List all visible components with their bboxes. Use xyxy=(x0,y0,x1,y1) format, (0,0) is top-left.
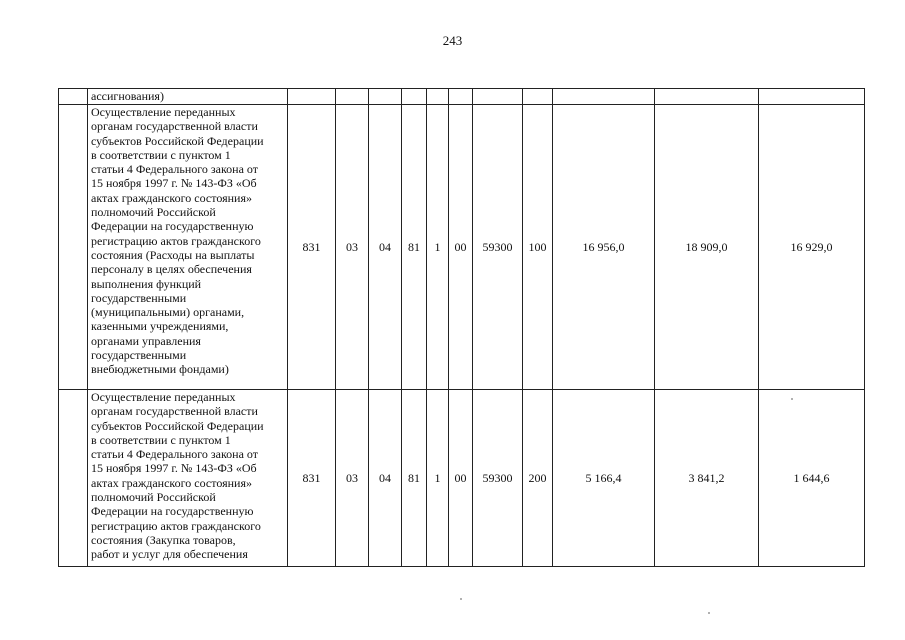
description-cell xyxy=(88,390,288,567)
amount-year-3-cell xyxy=(759,89,865,105)
description-line: работ и услуг для обеспечения xyxy=(91,547,248,562)
description-line: состояния (Расходы на выплаты xyxy=(91,247,255,262)
description-line: органам государственной власти xyxy=(91,119,258,134)
main-activity-cell: 00 xyxy=(449,105,473,390)
expense-type-cell xyxy=(523,89,553,105)
subsection-cell xyxy=(369,89,402,105)
scan-speck xyxy=(708,612,710,614)
row-number-cell xyxy=(59,105,88,390)
description-line: государственными xyxy=(91,348,187,363)
subprogram-cell: 1 xyxy=(427,390,449,567)
program-cell xyxy=(402,89,427,105)
page-number: 243 xyxy=(442,33,463,48)
description-line: Федерации на государственную xyxy=(91,504,254,519)
admin-code-cell: 831 xyxy=(288,105,336,390)
amount-year-3-cell: 1 644,6 xyxy=(759,390,865,567)
scan-speck xyxy=(791,398,793,400)
description-line: (муниципальными) органами, xyxy=(91,305,245,320)
description-line: регистрацию актов гражданского xyxy=(91,233,261,248)
description-line: субъектов Российской Федерации xyxy=(91,133,264,148)
description-line: органами управления xyxy=(91,333,201,348)
description-line: полномочий Российской xyxy=(91,490,216,505)
description-line: актах гражданского состояния» xyxy=(91,475,252,490)
amount-year-2-cell: 3 841,2 xyxy=(655,390,759,567)
amount-year-1-cell: 5 166,4 xyxy=(553,390,655,567)
program-cell: 81 xyxy=(402,105,427,390)
subsection-cell: 04 xyxy=(369,390,402,567)
description-line: Осуществление переданных xyxy=(91,105,236,119)
program-cell: 81 xyxy=(402,390,427,567)
amount-year-2-cell xyxy=(655,89,759,105)
subprogram-cell xyxy=(427,89,449,105)
admin-code-cell xyxy=(288,89,336,105)
section-cell: 03 xyxy=(336,390,369,567)
description-line: органам государственной власти xyxy=(91,404,258,419)
amount-year-3-cell: 16 929,0 xyxy=(759,105,865,390)
direction-cell xyxy=(473,89,523,105)
description-line: актах гражданского состояния» xyxy=(91,190,252,205)
description-line: Федерации на государственную xyxy=(91,219,254,234)
description-line: статьи 4 Федерального закона от xyxy=(91,162,259,177)
description-line: персоналу в целях обеспечения xyxy=(91,262,252,277)
description-line: внебюджетными фондами) xyxy=(91,362,229,377)
table-row xyxy=(59,105,865,390)
amount-year-1-cell: 16 956,0 xyxy=(553,105,655,390)
description-line: 15 ноября 1997 г. № 143-ФЗ «Об xyxy=(91,461,257,476)
budget-table xyxy=(58,88,865,567)
row-number-cell xyxy=(59,390,88,567)
description-line: субъектов Российской Федерации xyxy=(91,418,264,433)
description-line: регистрацию актов гражданского xyxy=(91,518,261,533)
description-cell xyxy=(88,105,288,390)
description-cell xyxy=(88,89,288,105)
table-row xyxy=(59,89,865,105)
description-line: выполнения функций xyxy=(91,276,202,291)
admin-code-cell: 831 xyxy=(288,390,336,567)
description-line: в соответствии с пунктом 1 xyxy=(91,147,231,162)
description-line: ассигнования) xyxy=(91,89,164,103)
description-line: в соответствии с пунктом 1 xyxy=(91,432,231,447)
description-line: Осуществление переданных xyxy=(91,390,236,404)
description-line: полномочий Российской xyxy=(91,205,216,220)
description-line: 15 ноября 1997 г. № 143-ФЗ «Об xyxy=(91,176,257,191)
description-line: казенными учреждениями, xyxy=(91,319,229,334)
section-cell: 03 xyxy=(336,105,369,390)
subprogram-cell: 1 xyxy=(427,105,449,390)
amount-year-2-cell: 18 909,0 xyxy=(655,105,759,390)
expense-type-cell: 200 xyxy=(523,390,553,567)
section-cell xyxy=(336,89,369,105)
direction-cell: 59300 xyxy=(473,390,523,567)
description-line: государственными xyxy=(91,290,187,305)
direction-cell: 59300 xyxy=(473,105,523,390)
description-line: состояния (Закупка товаров, xyxy=(91,532,236,547)
description-line: статьи 4 Федерального закона от xyxy=(91,447,259,462)
row-number-cell xyxy=(59,89,88,105)
scan-speck xyxy=(460,598,462,600)
expense-type-cell: 100 xyxy=(523,105,553,390)
subsection-cell: 04 xyxy=(369,105,402,390)
table-row xyxy=(59,390,865,567)
main-activity-cell: 00 xyxy=(449,390,473,567)
amount-year-1-cell xyxy=(553,89,655,105)
main-activity-cell xyxy=(449,89,473,105)
